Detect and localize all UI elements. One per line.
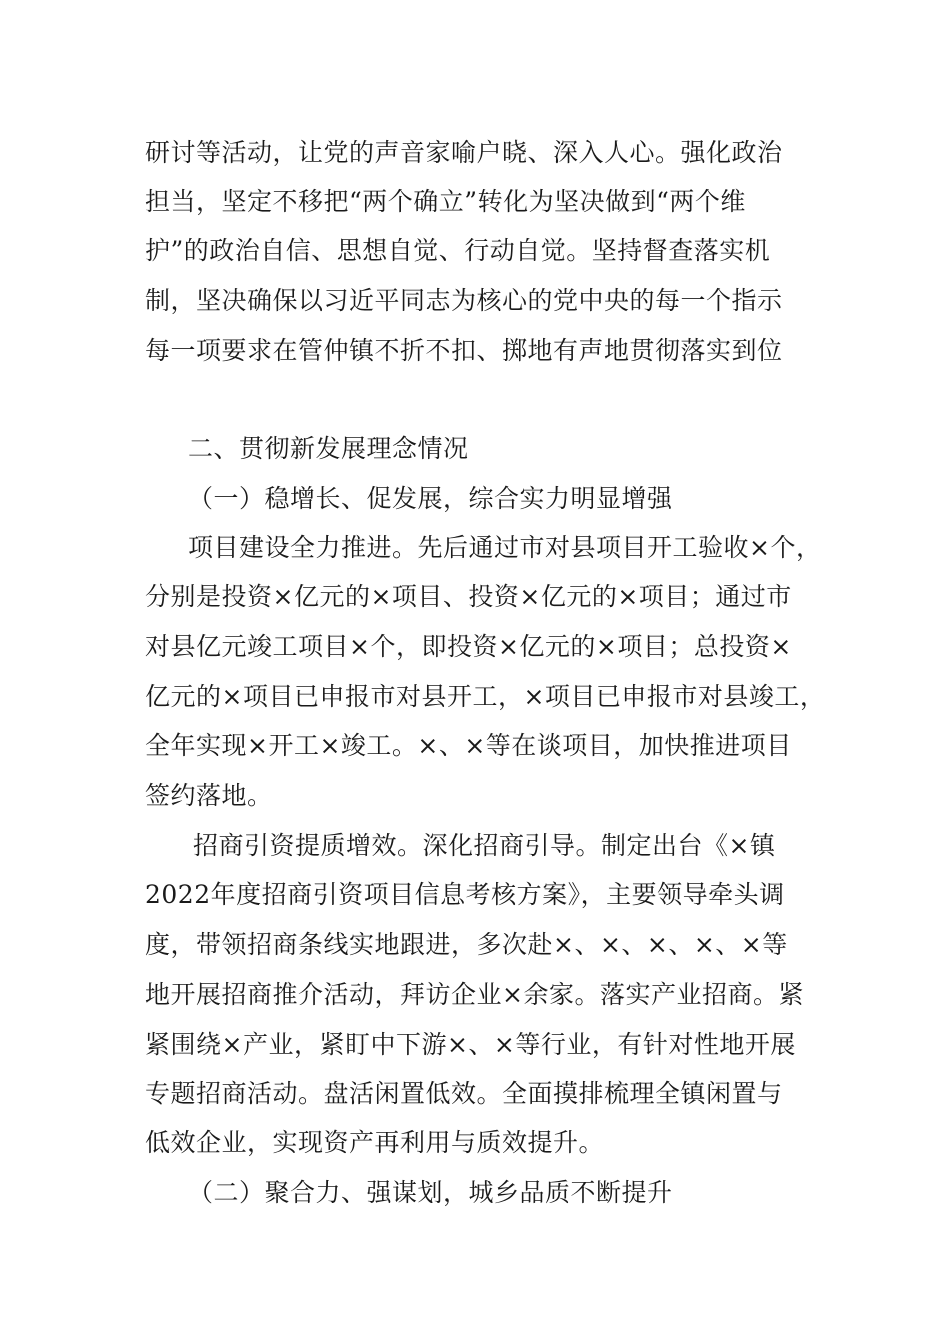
paragraph-line: 签约落地。 — [145, 781, 273, 810]
paragraph-line: 2022年度招商引资项目信息考核方案》，主要领导牵头调 — [145, 880, 785, 909]
paragraph-line: 每一项要求在管仲镇不折不扣、掷地有声地贯彻落实到位 — [145, 336, 783, 365]
paragraph-line: 地开展招商推介活动，拜访企业×余家。落实产业招商。紧 — [145, 980, 804, 1009]
paragraph-line: 紧围绕×产业，紧盯中下游×、×等行业，有针对性地开展 — [145, 1030, 796, 1059]
section-heading: 二、贯彻新发展理念情况 — [188, 434, 469, 463]
paragraph-line: 招商引资提质增效。深化招商引导。制定出台《×镇 — [193, 831, 776, 860]
paragraph-line: 度，带领招商条线实地跟进，多次赴×、×、×、×、×等 — [145, 930, 788, 959]
subsection-heading: （二）聚合力、强谋划，城乡品质不断提升 — [188, 1178, 673, 1207]
paragraph-line: 研讨等活动，让党的声音家喻户晓、深入人心。强化政治 — [145, 138, 783, 167]
paragraph-line: 全年实现×开工×竣工。×、×等在谈项目，加快推进项目 — [145, 731, 792, 760]
subsection-heading: （一）稳增长、促发展，综合实力明显增强 — [188, 484, 673, 513]
paragraph-line: 分别是投资×亿元的×项目、投资×亿元的×项目；通过市 — [145, 582, 792, 611]
paragraph-line: 亿元的×项目已申报市对县开工，×项目已申报市对县竣工， — [145, 682, 826, 711]
paragraph-line: 专题招商活动。盘活闲置低效。全面摸排梳理全镇闲置与 — [145, 1079, 783, 1108]
paragraph-line: 对县亿元竣工项目×个，即投资×亿元的×项目；总投资× — [145, 632, 792, 661]
paragraph-line: 制，坚决确保以习近平同志为核心的党中央的每一个指示 — [145, 286, 783, 315]
paragraph-line: 担当，坚定不移把“两个确立”转化为坚决做到“两个维 — [145, 187, 746, 216]
paragraph-line: 护”的政治自信、思想自觉、行动自觉。坚持督查落实机 — [145, 236, 771, 265]
paragraph-line: 项目建设全力推进。先后通过市对县项目开工验收×个， — [188, 533, 822, 562]
paragraph-line: 低效企业，实现资产再利用与质效提升。 — [145, 1128, 605, 1157]
